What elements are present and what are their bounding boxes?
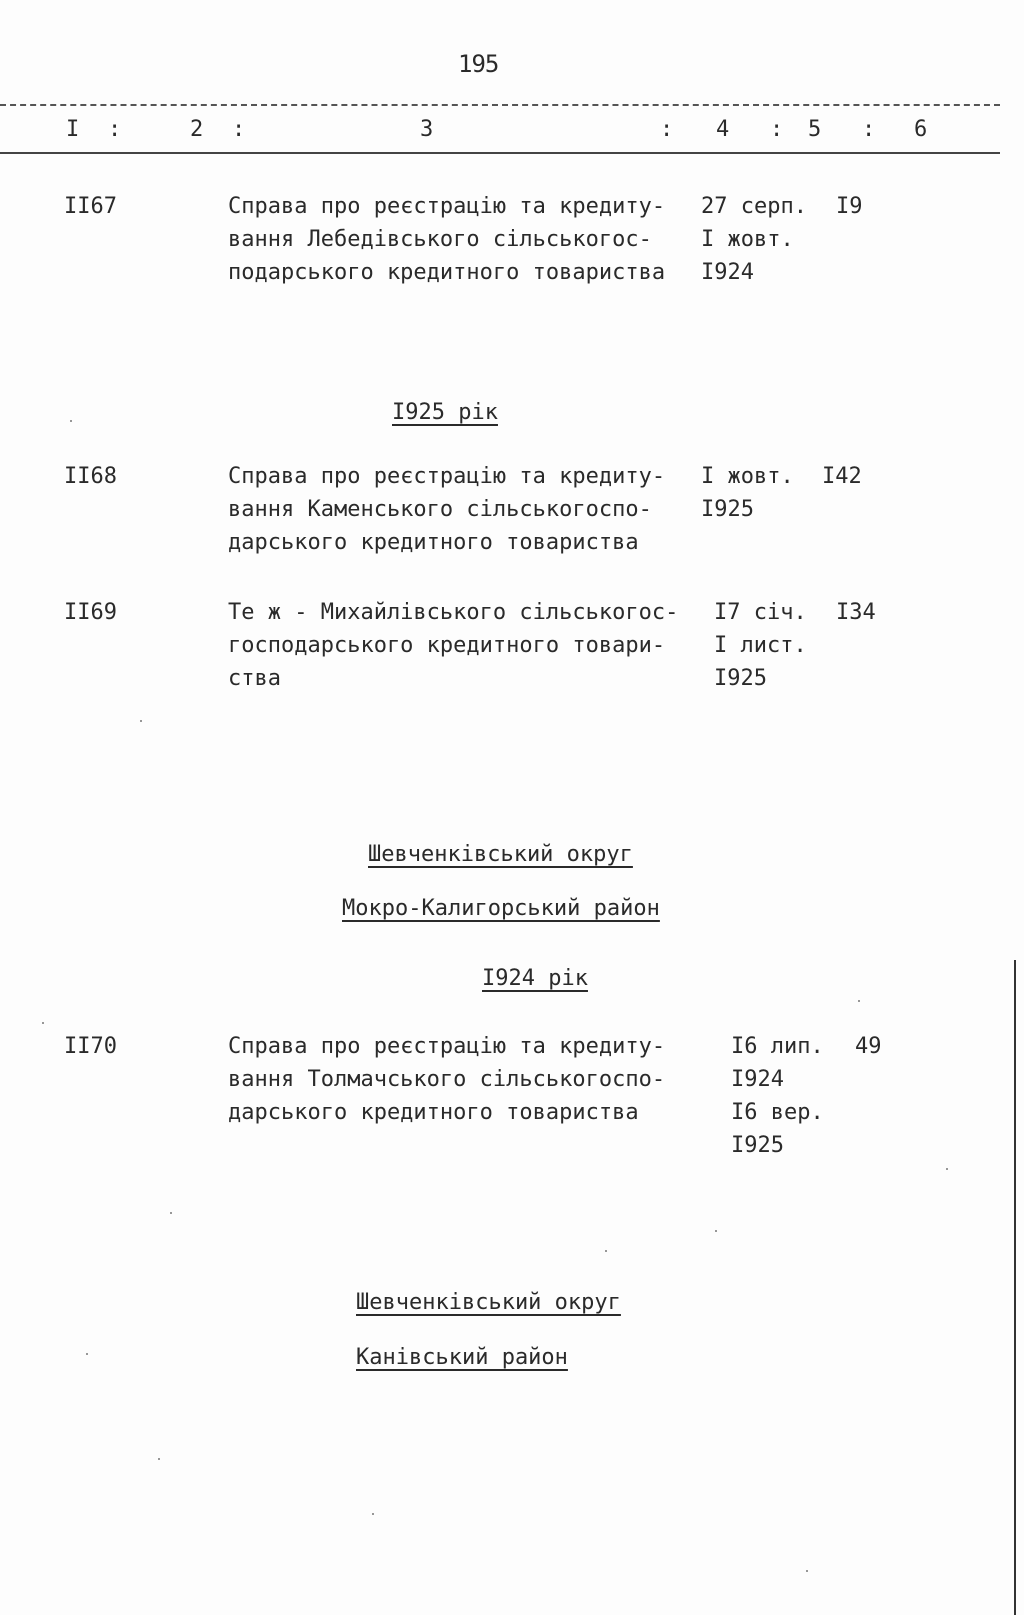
- row-date-line: I жовт.: [701, 227, 794, 252]
- scan-speck: [86, 1353, 88, 1355]
- row-sheets: 49: [855, 1034, 882, 1059]
- section-heading-raion: Мокро-Калигорський район: [342, 896, 660, 921]
- row-title: [228, 460, 665, 559]
- column-header-1: I: [66, 117, 80, 142]
- row-sheets: I34: [836, 600, 876, 625]
- row-sheets: I42: [822, 464, 862, 489]
- scan-speck: [140, 720, 142, 722]
- row-number: II67: [64, 194, 117, 219]
- scan-speck: [858, 1000, 860, 1002]
- row-title: [228, 596, 678, 695]
- row-number: II70: [64, 1034, 117, 1059]
- row-date-line: I925: [731, 1133, 784, 1158]
- column-header-2: 2: [190, 117, 204, 142]
- row-title-line: дарського кредитного товариства: [228, 530, 639, 555]
- row-date-line: I925: [701, 497, 754, 522]
- row-title-line: Справа про реєстрацію та кредиту-: [228, 464, 666, 489]
- row-title-line: подарського кредитного товариства: [228, 260, 666, 285]
- column-separator: :: [108, 117, 122, 142]
- row-title: [228, 1030, 665, 1129]
- row-date-line: I6 вер.: [731, 1100, 824, 1125]
- row-title-line: вання Толмачського сільськогоспо-: [228, 1067, 666, 1092]
- scan-edge-line: [1014, 960, 1016, 1615]
- row-title-line: дарського кредитного товариства: [228, 1100, 639, 1125]
- row-sheets: I9: [836, 194, 863, 219]
- row-title-line: господарського кредитного товари-: [228, 633, 666, 658]
- column-header-6: 6: [914, 117, 928, 142]
- scan-speck: [715, 1230, 717, 1232]
- section-heading-okrug: Шевченківський округ: [368, 842, 633, 867]
- section-heading-okrug: Шевченківський округ: [356, 1290, 621, 1315]
- scan-speck: [158, 1458, 160, 1460]
- column-header-5: 5: [808, 117, 822, 142]
- section-heading-raion: Канівський район: [356, 1345, 568, 1370]
- row-date-line: I7 січ.: [714, 600, 807, 625]
- scan-speck: [372, 1513, 374, 1515]
- row-title-line: вання Лебедівського сільськогос-: [228, 227, 652, 252]
- row-date-line: I924: [731, 1067, 784, 1092]
- column-header-4: 4: [716, 117, 730, 142]
- row-date-line: I лист.: [714, 633, 807, 658]
- row-title-line: Справа про реєстрацію та кредиту-: [228, 194, 666, 219]
- page-number: 195: [458, 50, 499, 78]
- row-date-line: I6 лип.: [731, 1034, 824, 1059]
- scan-speck: [806, 1570, 808, 1572]
- row-date-line: I925: [714, 666, 767, 691]
- row-dates: [701, 460, 794, 526]
- row-number: II68: [64, 464, 117, 489]
- row-number: II69: [64, 600, 117, 625]
- row-title: [228, 190, 665, 289]
- column-separator: :: [770, 117, 784, 142]
- row-title-line: ства: [228, 666, 281, 691]
- column-header-3: 3: [420, 117, 434, 142]
- row-title-line: Те ж - Михайлівського сільськогос-: [228, 600, 679, 625]
- section-heading-year: I925 рік: [392, 400, 498, 425]
- scan-speck: [42, 1022, 44, 1024]
- row-date-line: I жовт.: [701, 464, 794, 489]
- header-rule-top: [0, 104, 1000, 106]
- column-separator: :: [862, 117, 876, 142]
- section-heading-year: I924 рік: [482, 966, 588, 991]
- scan-speck: [946, 1168, 948, 1170]
- scan-speck: [605, 1250, 607, 1252]
- row-date-line: I924: [701, 260, 754, 285]
- row-date-line: 27 серп.: [701, 194, 807, 219]
- scan-speck: [70, 420, 72, 422]
- row-dates: [701, 190, 807, 289]
- header-rule-bottom: [0, 152, 1000, 154]
- row-title-line: Справа про реєстрацію та кредиту-: [228, 1034, 666, 1059]
- scan-speck: [170, 1212, 172, 1214]
- row-dates: [731, 1030, 824, 1162]
- row-dates: [714, 596, 807, 695]
- row-title-line: вання Каменського сільськогоспо-: [228, 497, 652, 522]
- column-separator: :: [232, 117, 246, 142]
- column-separator: :: [660, 117, 674, 142]
